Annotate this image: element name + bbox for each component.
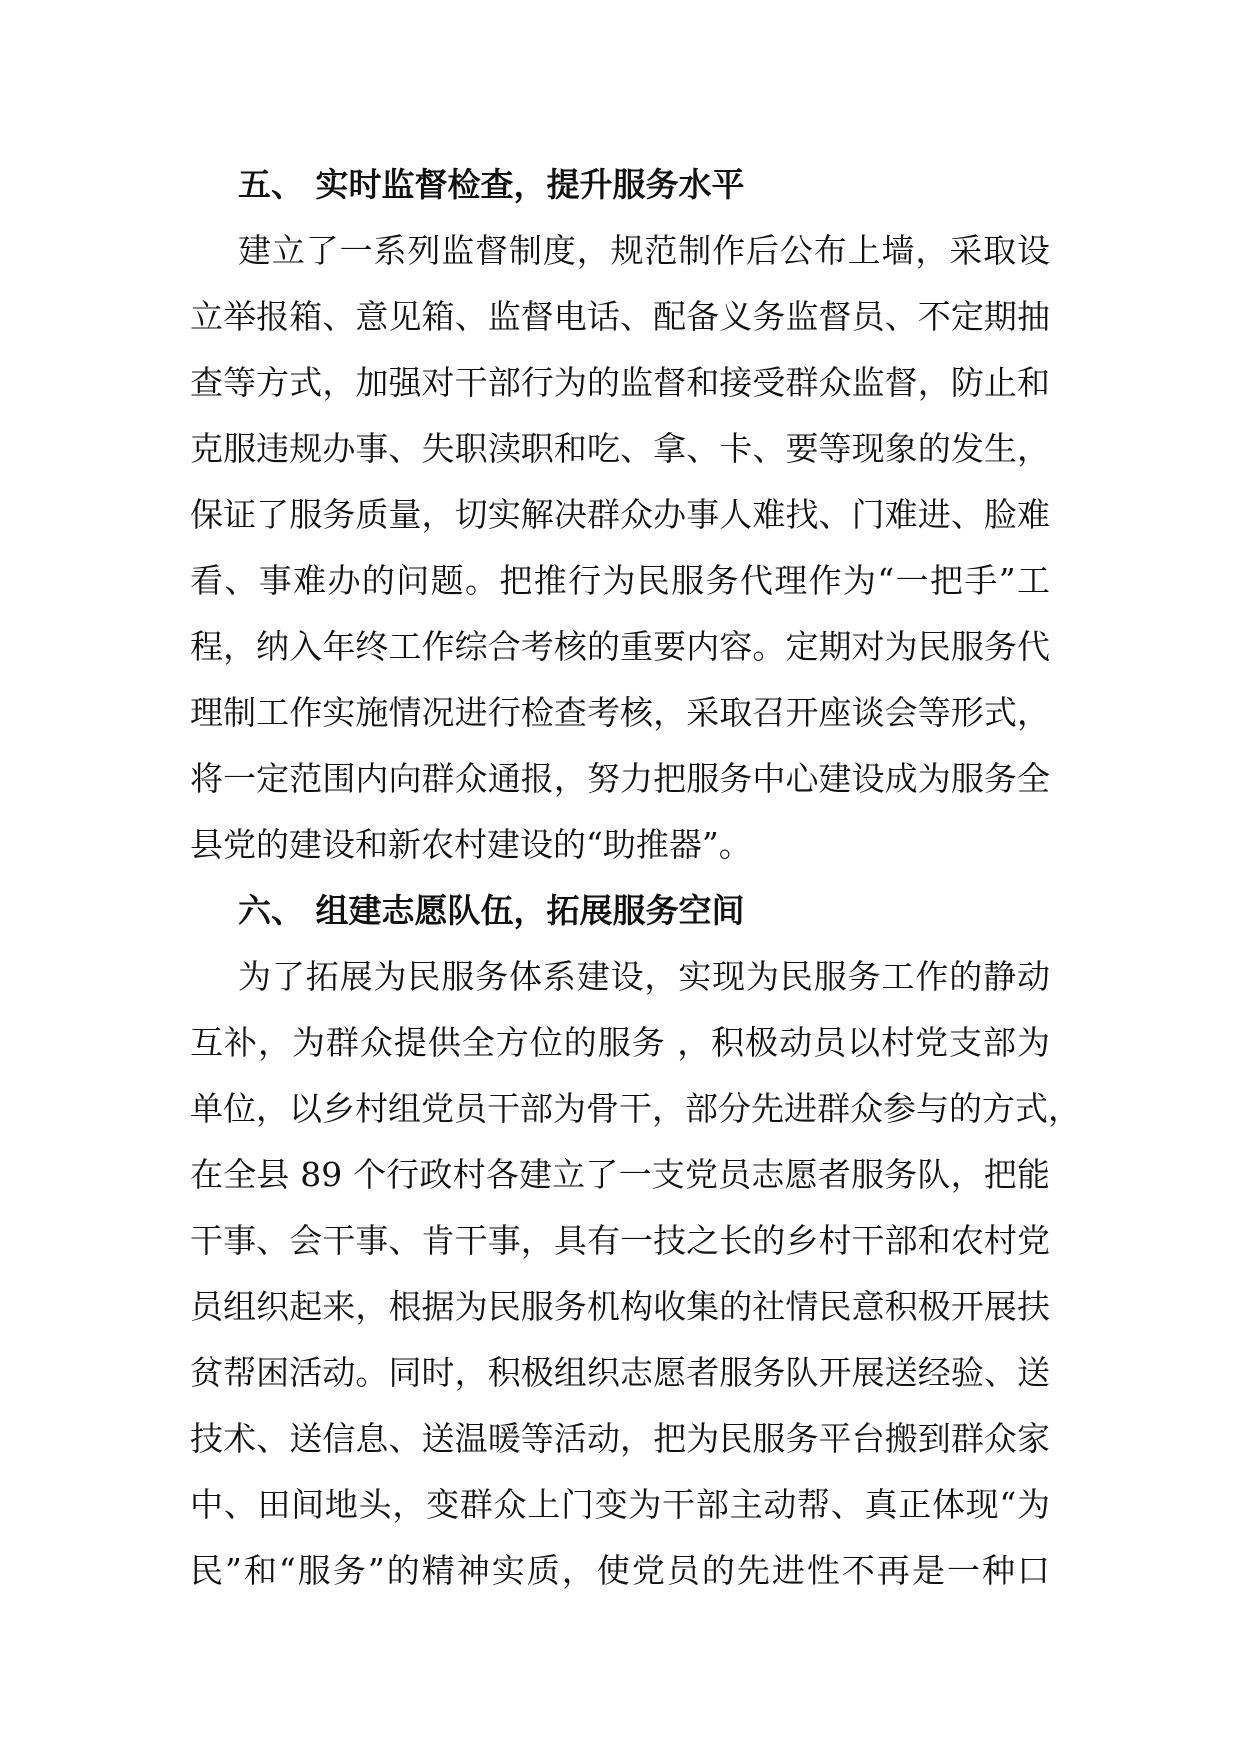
paragraph-line: 克服违规办事、失职渎职和吃、拿、卡、要等现象的发生，	[190, 429, 1050, 468]
paragraph-line: 民”和“服务”的精神实质，使党员的先进性不再是一种口	[190, 1551, 1050, 1590]
paragraph-line: 中、田间地头，变群众上门变为干部主动帮、真正体现“为	[190, 1485, 1050, 1524]
paragraph-line: 建立了一系列监督制度，规范制作后公布上墙，采取设	[238, 231, 1050, 270]
paragraph-line: 为了拓展为民服务体系建设，实现为民服务工作的静动	[238, 957, 1050, 996]
paragraph-line: 立举报箱、意见箱、监督电话、配备义务监督员、不定期抽	[190, 297, 1050, 336]
paragraph-line: 在全县 89 个行政村各建立了一支党员志愿者服务队，把能	[190, 1155, 1050, 1194]
paragraph-line: 保证了服务质量，切实解决群众办事人难找、门难进、脸难	[190, 495, 1050, 534]
paragraph-line: 技术、送信息、送温暖等活动，把为民服务平台搬到群众家	[190, 1419, 1050, 1458]
paragraph-line: 单位，以乡村组党员干部为骨干，部分先进群众参与的方式，	[190, 1089, 1081, 1128]
section-heading: 六、 组建志愿队伍，拓展服务空间	[238, 891, 745, 930]
paragraph-line: 将一定范围内向群众通报，努力把服务中心建设成为服务全	[190, 759, 1050, 798]
paragraph-line: 干事、会干事、肯干事，具有一技之长的乡村干部和农村党	[190, 1221, 1050, 1260]
paragraph-line: 看、事难办的问题。把推行为民服务代理作为“一把手”工	[190, 561, 1050, 600]
section-heading: 五、 实时监督检查，提升服务水平	[238, 165, 745, 204]
paragraph-line: 理制工作实施情况进行检查考核，采取召开座谈会等形式，	[190, 693, 1050, 732]
paragraph-line: 县党的建设和新农村建设的“助推器”。	[190, 825, 752, 864]
paragraph-line: 员组织起来，根据为民服务机构收集的社情民意积极开展扶	[190, 1287, 1050, 1326]
paragraph-line: 贫帮困活动。同时，积极组织志愿者服务队开展送经验、送	[190, 1353, 1050, 1392]
paragraph-line: 查等方式，加强对干部行为的监督和接受群众监督，防止和	[190, 363, 1050, 402]
paragraph-line: 互补，为群众提供全方位的服务 ，积极动员以村党支部为	[190, 1023, 1050, 1062]
paragraph-line: 程，纳入年终工作综合考核的重要内容。定期对为民服务代	[190, 627, 1050, 666]
